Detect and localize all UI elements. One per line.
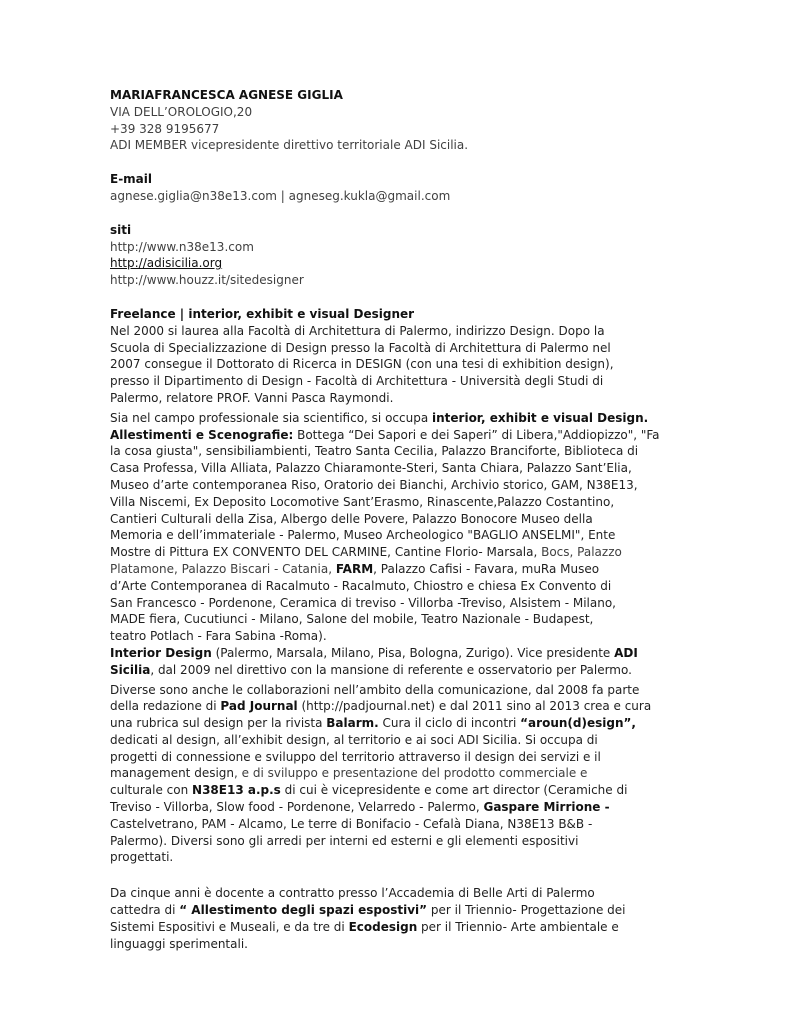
allestimenti-line: Allestimenti e Scenografie: Bottega “Dei Sapori e dei Saperi” di Libera,"Addiopizzo", "Fa <box>110 427 660 442</box>
communication-line: progettati. <box>110 850 174 865</box>
interior-line: Interior Design (Palermo, Marsala, Milano, Pisa, Bologna, Zurigo). Vice presidente ADI <box>110 645 638 660</box>
communication-line: una rubrica sul design per la rivista Balarm. Cura il ciclo di incontri “aroun(d)esign”, <box>110 716 636 731</box>
phone: +39 328 9195677 <box>110 121 220 136</box>
communication-line: progetti di connessione e sviluppo del territorio attraverso il design dei servizi e il <box>110 749 601 764</box>
allestimenti-line: Mostre di Pittura EX CONVENTO DEL CARMINE, Cantine Florio- Marsala, Bocs, Palazzo <box>110 545 622 560</box>
role: ADI MEMBER vicepresidente direttivo territoriale ADI Sicilia. <box>110 138 469 153</box>
communication-line: dedicati al design, all’exhibit design, al territorio e ai soci ADI Sicilia. Si occupa di <box>110 732 598 747</box>
allestimenti-line: teatro Potlach - Fara Sabina -Roma). <box>110 629 327 644</box>
allestimenti-line: Villa Niscemi, Ex Deposito Locomotive Sant’Erasmo, Rinascente,Palazzo Costantino, <box>110 494 615 509</box>
allestimenti-line: San Francesco - Pordenone, Ceramica di treviso - Villorba -Treviso, Alsistem - Milano, <box>110 595 616 610</box>
cv-document <box>110 87 670 952</box>
interior-line: Sicilia, dal 2009 nel direttivo con la mansione di referente e osservatorio per Palermo. <box>110 662 632 677</box>
communication-line: culturale con N38E13 a.p.s di cui è vicepresidente e come art director (Ceramiche di <box>110 783 628 798</box>
field-line: Sia nel campo professionale sia scientifico, si occupa interior, exhibit e visual Design. <box>110 410 649 425</box>
allestimenti-line: Museo d’arte contemporanea Riso, Oratorio dei Bianchi, Archivio storico, GAM, N38E13, <box>110 477 638 492</box>
person-name: MARIAFRANCESCA AGNESE GIGLIA <box>110 88 343 102</box>
allestimenti-line: Cantieri Culturali della Zisa, Albergo delle Povere, Palazzo Bonocore Museo della <box>110 511 593 526</box>
email-heading: E-mail <box>110 172 153 187</box>
communication-line: Diverse sono anche le collaborazioni nell’ambito della comunicazione, dal 2008 fa parte <box>110 682 640 697</box>
teaching-line: cattedra di “ Allestimento degli spazi espostivi” per il Triennio- Progettazione dei <box>110 903 626 918</box>
education-line: Nel 2000 si laurea alla Facoltà di Architettura di Palermo, indirizzo Design. Dopo la <box>110 323 605 338</box>
teaching-line: linguaggi sperimentali. <box>110 936 248 951</box>
allestimenti-line: Memoria e dell’immateriale - Palermo, Museo Archeologico "BAGLIO ANSELMI", Ente <box>110 528 616 543</box>
profile-heading: Freelance | interior, exhibit e visual Designer <box>110 306 415 321</box>
sites-heading: siti <box>110 222 132 237</box>
teaching-line: Da cinque anni è docente a contratto presso l’Accademia di Belle Arti di Palermo <box>110 886 595 901</box>
allestimenti-line: d’Arte Contemporanea di Racalmuto - Racalmuto, Chiostro e chiesa Ex Convento di <box>110 578 612 593</box>
site-link-2[interactable]: http://adisicilia.org <box>110 256 223 271</box>
allestimenti-line: Casa Professa, Villa Alliata, Palazzo Chiaramonte-Steri, Santa Chiara, Palazzo Sant’Elia, <box>110 461 632 476</box>
teaching-line: Sistemi Espositivi e Museali, e da tre di Ecodesign per il Triennio- Arte ambientale e <box>110 919 619 934</box>
education-line: Palermo, relatore PROF. Vanni Pasca Raymondi. <box>110 390 394 405</box>
communication-line: management design, e di sviluppo e presentazione del prodotto commerciale e <box>110 766 588 781</box>
education-line: Scuola di Specializzazione di Design presso la Facoltà di Architettura di Palermo nel <box>110 340 611 355</box>
site-link-1[interactable]: http://www.n38e13.com <box>110 239 254 254</box>
site-link-3[interactable]: http://www.houzz.it/sitedesigner <box>110 273 304 288</box>
address: VIA DELL’OROLOGIO,20 <box>110 104 253 119</box>
allestimenti-line: MADE fiera, Cucutiunci - Milano, Salone del mobile, Teatro Nazionale - Budapest, <box>110 612 594 627</box>
allestimenti-line: la cosa giusta", sensibiliambienti, Teatro Santa Cecilia, Palazzo Branciforte, Biblioteca di <box>110 444 639 459</box>
education-line: 2007 consegue il Dottorato di Ricerca in DESIGN (con una tesi di exhibition design), <box>110 357 614 372</box>
education-line: presso il Dipartimento di Design - Facoltà di Architettura - Università degli Studi di <box>110 374 604 389</box>
communication-line: Palermo). Diversi sono gli arredi per interni ed esterni e gli elementi espositivi <box>110 833 579 848</box>
communication-line: Treviso - Villorba, Slow food - Pordenone, Velarredo - Palermo, Gaspare Mirrione - <box>110 800 610 815</box>
communication-line: Castelvetrano, PAM - Alcamo, Le terre di Bonifacio - Cefalà Diana, N38E13 B&B - <box>110 816 593 831</box>
allestimenti-line: Platamone, Palazzo Biscari - Catania, FARM, Palazzo Cafisi - Favara, muRa Museo <box>110 561 600 576</box>
communication-line: della redazione di Pad Journal (http://padjournal.net) e dal 2011 sino al 2013 crea e cura <box>110 699 652 714</box>
email-value: agnese.giglia@n38e13.com | agneseg.kukla@gmail.com <box>110 188 451 203</box>
